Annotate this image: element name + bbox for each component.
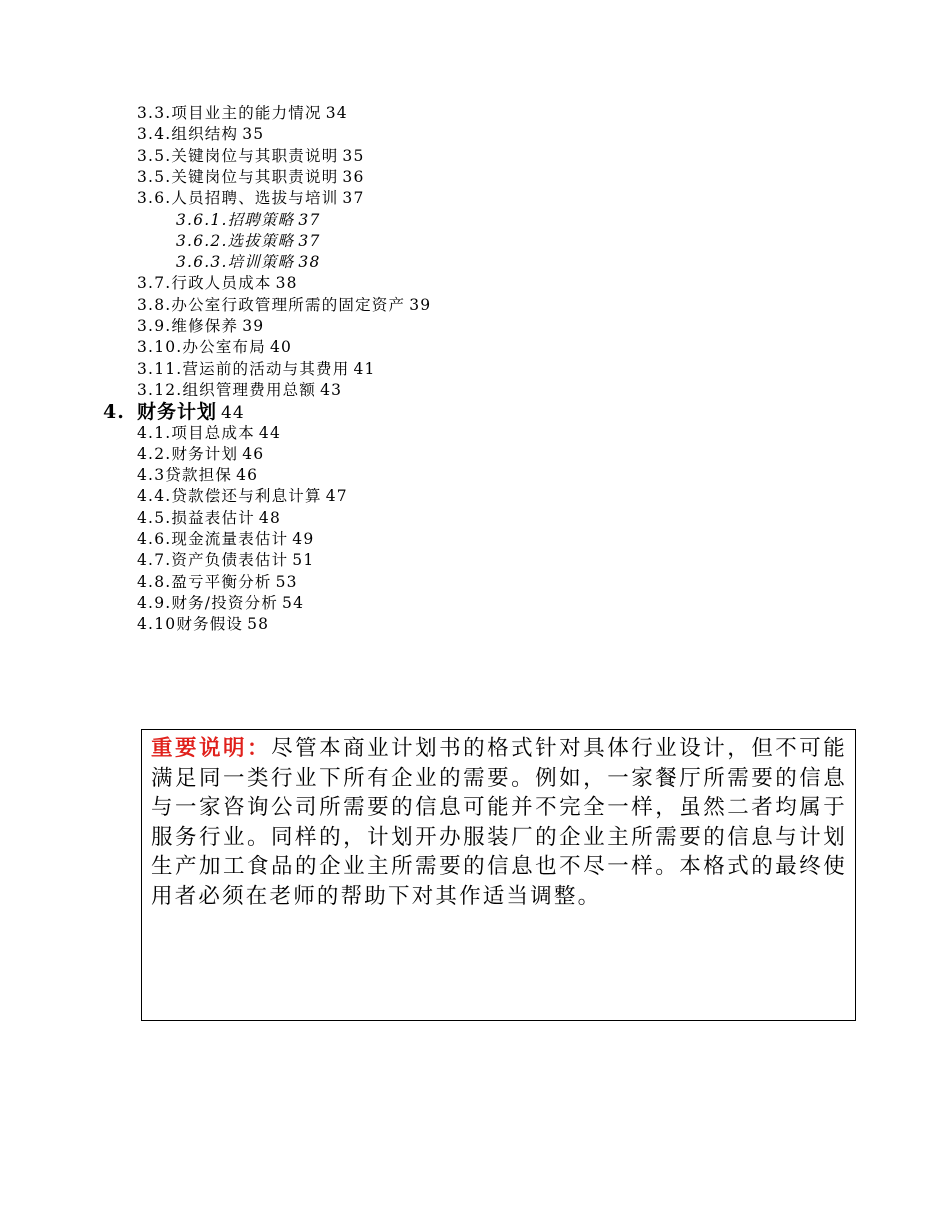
- toc-entry-title: 损益表估计: [171, 508, 255, 527]
- toc-entry-number: 4.8.: [137, 572, 172, 591]
- toc-entry-title: 维修保养: [171, 317, 239, 335]
- toc-entry-number: 4.1.: [137, 423, 172, 442]
- toc-entry-number: 3.6.2.: [176, 231, 228, 250]
- toc-entry-title: 关键岗位与其职责说明: [171, 146, 339, 165]
- toc-entry-page: 39: [242, 317, 265, 335]
- toc-entry-page: 34: [325, 104, 348, 122]
- toc-entry[interactable]: [137, 486, 348, 507]
- toc-entry-title: 财务/投资分析: [171, 593, 279, 612]
- toc-entry-title: 选拔策略: [227, 231, 295, 250]
- toc-entry-number: 3.5.: [137, 167, 172, 186]
- important-note: [151, 734, 847, 911]
- toc-entry[interactable]: [137, 593, 304, 614]
- toc-entry-number: 3.8.: [137, 295, 172, 314]
- toc-entry-title: 资产负债表估计: [171, 551, 289, 570]
- toc-entry-number: 3.6.1.: [176, 210, 228, 229]
- toc-entry-page: 37: [298, 210, 321, 229]
- toc-entry-number: 3.9.: [137, 317, 172, 335]
- toc-entry-page: 46: [242, 444, 265, 463]
- toc-entry-title: 培训策略: [227, 253, 295, 272]
- toc-entry-page: 38: [275, 274, 298, 293]
- toc-entry[interactable]: [176, 231, 321, 252]
- toc-entry-number: 3.3.: [137, 104, 172, 122]
- toc-entry[interactable]: [137, 337, 292, 358]
- toc-entry-page: 54: [282, 593, 305, 612]
- toc-entry-title: 财务计划: [171, 444, 239, 463]
- toc-entry-title: 财务假设: [176, 615, 244, 634]
- toc-entry-number: 3.6.3.: [176, 253, 228, 272]
- toc-entry-number: 4.4.: [137, 487, 172, 506]
- toc-entry-title: 招聘策略: [227, 210, 295, 229]
- toc-entry[interactable]: [137, 572, 298, 593]
- toc-entry-title: 财务计划: [137, 400, 218, 423]
- toc-entry-page: 39: [409, 295, 432, 314]
- toc-entry-title: 盈亏平衡分析: [171, 572, 272, 591]
- toc-entry-page: 40: [269, 338, 293, 357]
- toc-entry[interactable]: [137, 465, 258, 486]
- toc-entry-page: 35: [242, 125, 265, 144]
- toc-entry[interactable]: [137, 295, 431, 316]
- toc-entry-number: 3.11.: [137, 359, 183, 378]
- toc-entry-page: 38: [298, 253, 321, 272]
- toc-entry-title: 行政人员成本: [171, 274, 272, 293]
- toc-entry-number: 4.5.: [137, 508, 172, 527]
- toc-entry-page: 58: [247, 615, 270, 634]
- toc-entry-number: 4.2.: [137, 444, 172, 463]
- toc-entry-title: 组织结构: [171, 125, 239, 144]
- toc-entry-title: 组织管理费用总额: [182, 380, 317, 399]
- toc-entry[interactable]: [137, 380, 342, 401]
- toc-entry-number: 3.10.: [137, 338, 183, 357]
- toc-entry[interactable]: [137, 167, 365, 188]
- toc-entry[interactable]: [176, 252, 321, 273]
- toc-entry-number: 3.4.: [137, 125, 172, 144]
- toc-entry-page: 43: [320, 380, 343, 399]
- toc-entry-page: 47: [325, 487, 348, 506]
- toc-entry[interactable]: [137, 550, 314, 571]
- toc-entry-page: 36: [342, 167, 365, 186]
- toc-entry-page: 49: [292, 530, 315, 548]
- toc-entry[interactable]: [137, 146, 365, 167]
- toc-entry[interactable]: [137, 529, 314, 550]
- toc-entry-title: 贷款担保: [165, 466, 233, 485]
- toc-entry-title: 项目总成本: [171, 423, 255, 442]
- toc-entry-number: 3.12.: [137, 380, 183, 399]
- important-note-box: [141, 729, 856, 1021]
- toc-entry-page: 41: [353, 359, 376, 378]
- toc-entry-title: 营运前的活动与其费用: [182, 359, 350, 378]
- toc-entry[interactable]: [137, 188, 365, 209]
- toc-entry-title: 现金流量表估计: [171, 530, 289, 548]
- toc-entry-title: 项目业主的能力情况: [171, 104, 322, 122]
- toc-entry-page: 48: [258, 508, 282, 527]
- toc-chapter-entry[interactable]: [103, 400, 245, 424]
- toc-entry[interactable]: [137, 508, 281, 529]
- toc-entry-page: 53: [275, 572, 298, 591]
- important-note-label: 重要说明：: [151, 736, 272, 761]
- toc-entry-title: 关键岗位与其职责说明: [171, 167, 339, 186]
- toc-entry[interactable]: [137, 273, 298, 294]
- toc-entry-number: 4.: [103, 400, 125, 423]
- toc-entry-page: 44: [221, 402, 245, 423]
- important-note-text: 尽管本商业计划书的格式针对具体行业设计，但不可能满足同一类行业下所有企业的需要。例如，一家餐厅所需要的信息与一家咨询公司所需要的信息可能并不完全一样，虽然二者均属于服务行业。同样的，计划开办服装厂的企业主所需要的信息与计划生产加工食品的企业主所需要的信息也不尽一样。本格式的最终使用者必须在老师的帮助下对其作适当调整。: [151, 736, 847, 909]
- toc-entry-title: 人员招聘、选拔与培训: [171, 189, 339, 208]
- toc-entry[interactable]: [137, 124, 264, 145]
- toc-entry-number: 3.7.: [137, 274, 172, 293]
- toc-entry-number: 4.9.: [137, 593, 172, 612]
- toc-entry-page: 51: [292, 551, 315, 570]
- toc-entry-page: 35: [342, 146, 365, 165]
- toc-entry-number: 4.6.: [137, 530, 172, 548]
- toc-entry[interactable]: [137, 444, 264, 465]
- toc-entry-title: 办公室行政管理所需的固定资产: [171, 295, 406, 314]
- toc-entry-number: 3.5.: [137, 146, 172, 165]
- toc-entry-number: 4.3: [137, 466, 166, 485]
- toc-entry-page: 44: [258, 423, 282, 442]
- toc-entry-page: 37: [342, 189, 365, 208]
- toc-entry-title: 办公室布局: [182, 338, 266, 357]
- toc-entry[interactable]: [137, 423, 281, 444]
- toc-entry-number: 4.7.: [137, 551, 172, 570]
- toc-entry-number: 4.10: [137, 615, 177, 634]
- toc-entry[interactable]: [137, 614, 269, 635]
- toc-entry-page: 46: [236, 466, 259, 485]
- toc-entry[interactable]: [137, 103, 348, 124]
- toc-entry-title: 贷款偿还与利息计算: [171, 487, 322, 506]
- toc-entry-number: 3.6.: [137, 189, 172, 208]
- toc-entry[interactable]: [137, 316, 264, 337]
- toc-entry-page: 37: [298, 231, 321, 250]
- toc-entry[interactable]: [176, 210, 321, 231]
- toc-entry[interactable]: [137, 359, 376, 380]
